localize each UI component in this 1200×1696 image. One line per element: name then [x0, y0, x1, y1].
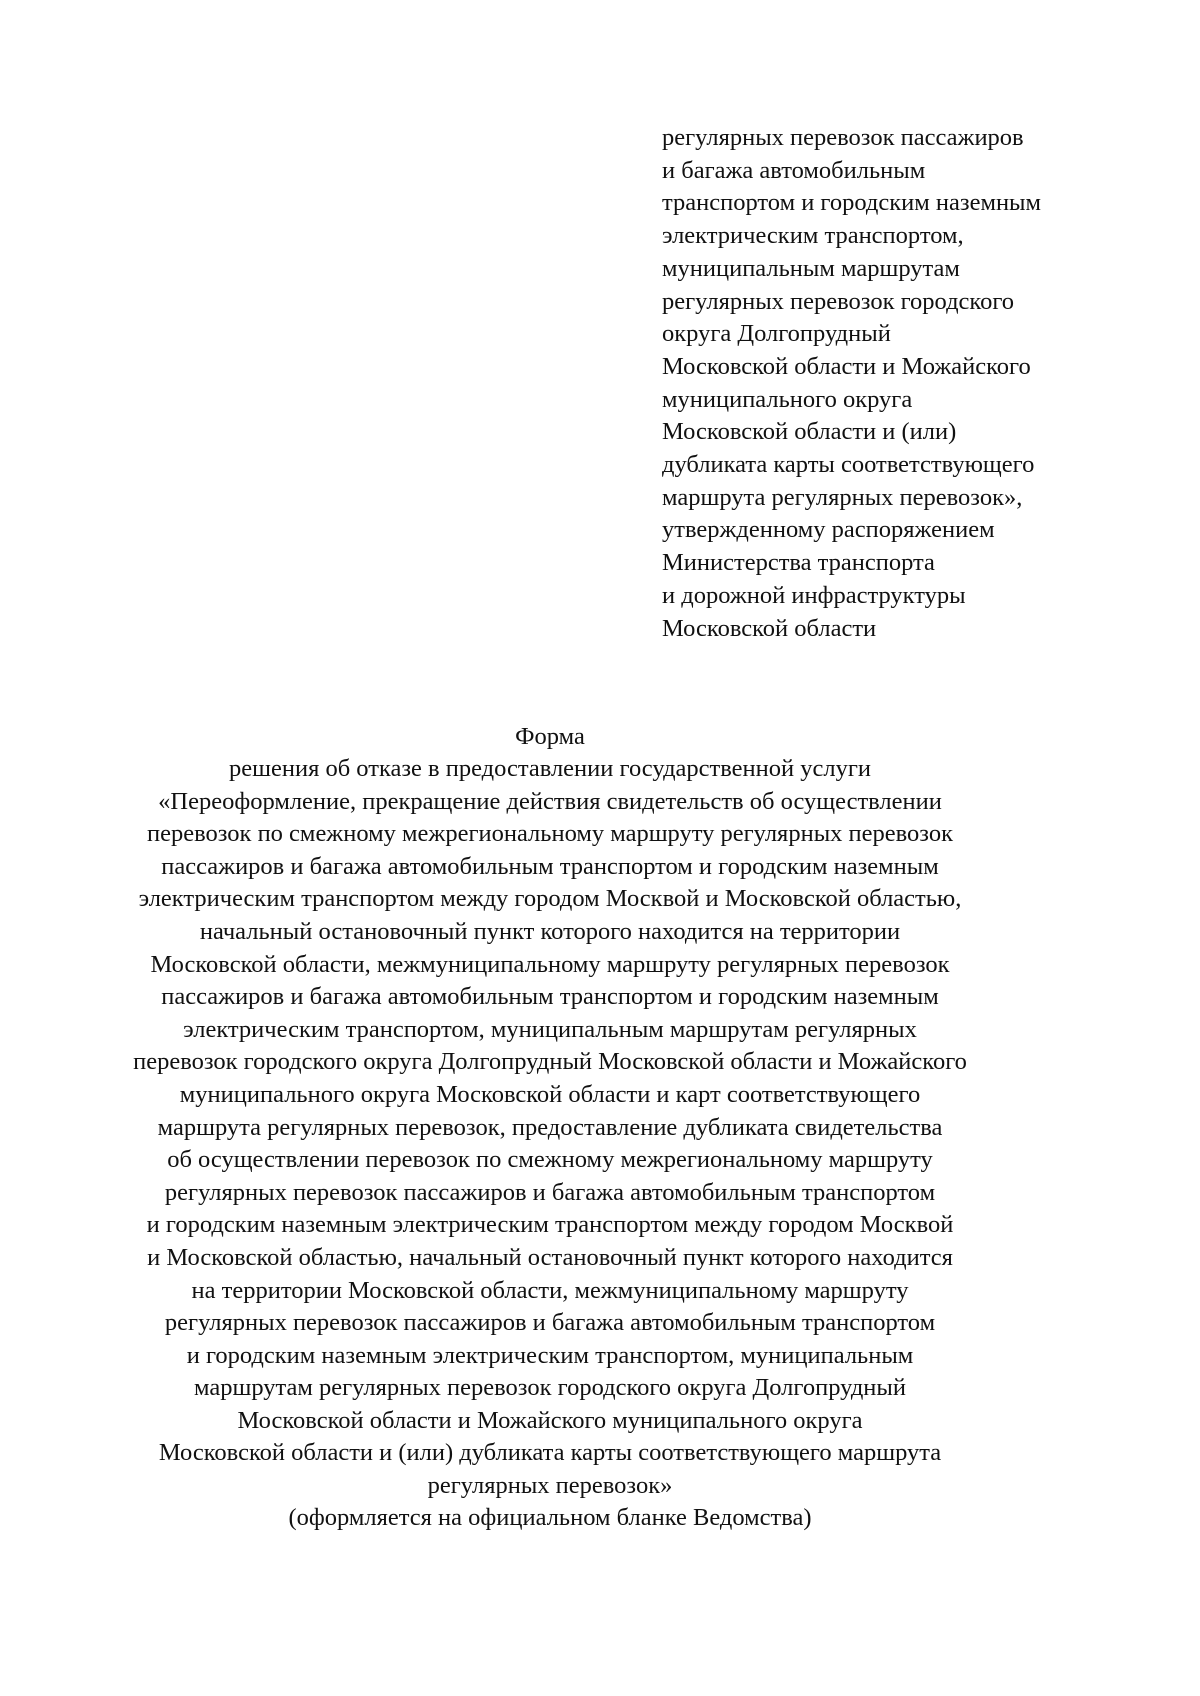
title-line: решения об отказе в предоставлении государственной услуги	[228, 755, 872, 782]
title-line: и Московской областью, начальный остановочный пункт которого находится	[147, 1243, 953, 1271]
title-line: пассажиров и багажа автомобильным транспортом и городским наземным	[161, 983, 939, 1011]
title-line: регулярных перевозок пассажиров и багажа автомобильным транспортом	[164, 1178, 936, 1206]
title-line: начальный остановочный пункт которого находится на территории	[199, 917, 901, 945]
title-line: перевозок городского округа Долгопрудный Московской области и Можайского	[133, 1048, 967, 1076]
header-line: Московской области и Можайского	[662, 352, 1031, 380]
header-line: Московской области и (или)	[662, 418, 957, 446]
header-line: муниципальным маршрутам	[662, 254, 960, 282]
header-line: и дорожной инфраструктуры	[662, 581, 966, 609]
title-line: Московской области и (или) дубликата карты соответствующего маршрута	[158, 1439, 942, 1467]
approval-header-block	[662, 122, 1162, 645]
title-line: на территории Московской области, межмуниципальному маршруту	[191, 1276, 909, 1304]
header-line: округа Долгопрудный	[662, 320, 891, 348]
title-line: «Переоформление, прекращение действия свидетельств об осуществлении	[158, 787, 942, 815]
form-label: Форма	[515, 723, 585, 750]
header-line: утвержденному распоряжением	[662, 516, 995, 544]
title-line: пассажиров и багажа автомобильным транспортом и городским наземным	[161, 852, 939, 880]
header-line: дубликата карты соответствующего	[662, 451, 1035, 479]
header-line: регулярных перевозок городского	[662, 287, 1015, 315]
title-line: об осуществлении перевозок по смежному межрегиональному маршруту	[167, 1146, 933, 1174]
title-line: Московской области, межмуниципальному маршруту регулярных перевозок	[150, 950, 950, 978]
header-line: электрическим транспортом,	[662, 222, 964, 250]
header-line: маршрута регулярных перевозок»,	[662, 483, 1023, 511]
header-line: транспортом и городским наземным	[662, 189, 1042, 217]
title-line: маршрута регулярных перевозок, предоставление дубликата свидетельства	[157, 1113, 943, 1141]
header-line: Министерства транспорта	[662, 549, 935, 577]
title-line: муниципального округа Московской области и карт соответствующего	[179, 1080, 921, 1108]
title-line: электрическим транспортом, муниципальным маршрутам регулярных	[183, 1015, 917, 1043]
title-line: перевозок по смежному межрегиональному маршруту регулярных перевозок	[147, 820, 953, 848]
header-line: муниципального округа	[662, 385, 913, 413]
title-line: регулярных перевозок пассажиров и багажа автомобильным транспортом	[164, 1309, 936, 1337]
header-line: и багажа автомобильным	[662, 156, 926, 184]
title-line: маршрутам регулярных перевозок городского округа Долгопрудный	[194, 1374, 906, 1402]
title-line: электрическим транспортом между городом Москвой и Московской областью,	[138, 885, 962, 913]
header-line: регулярных перевозок пассажиров	[662, 124, 1024, 151]
title-line: и городским наземным электрическим транспортом, муниципальным	[186, 1341, 914, 1369]
form-note: (оформляется на официальном бланке Ведомства)	[288, 1504, 812, 1531]
title-line: Московской области и Можайского муниципального округа	[237, 1406, 863, 1434]
header-line: Московской области	[662, 614, 877, 642]
title-line: и городским наземным электрическим транспортом между городом Москвой	[146, 1211, 954, 1239]
title-line: регулярных перевозок»	[427, 1472, 673, 1500]
document-title	[0, 753, 1100, 1503]
